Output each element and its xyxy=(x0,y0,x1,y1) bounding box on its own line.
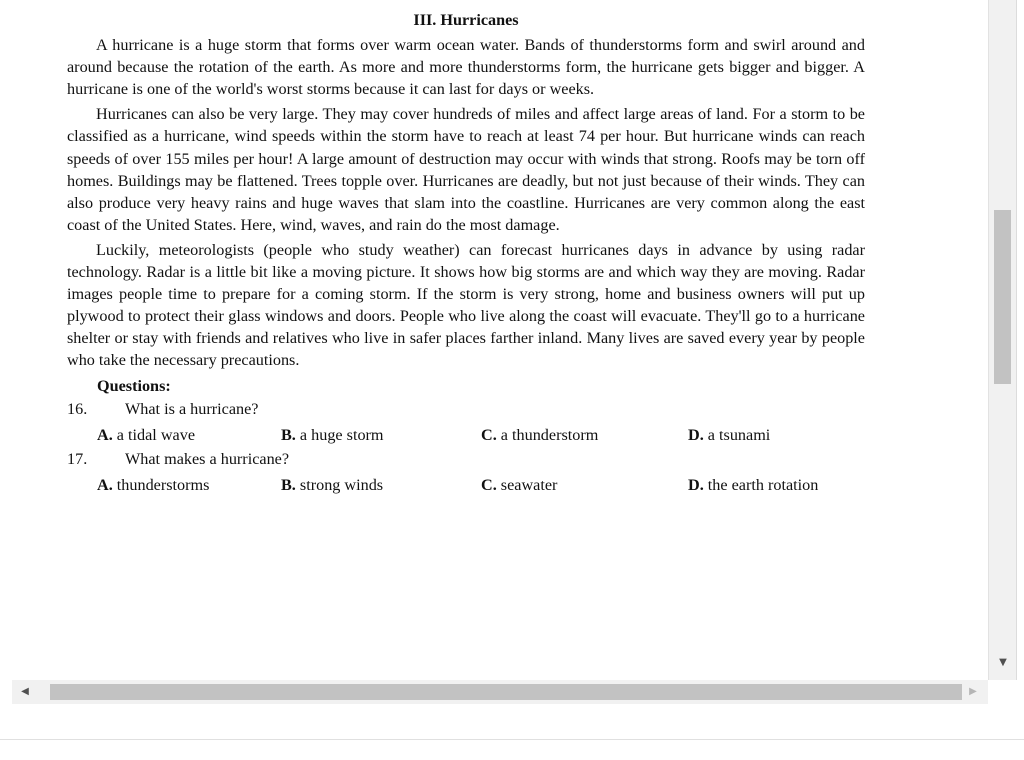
option-a: A. thunderstorms xyxy=(97,475,210,494)
option-b: B. a huge storm xyxy=(281,425,384,444)
paragraph-3: Luckily, meteorologists (people who study weather) can forecast hurricanes days in advance by using radar technology. Radar is a little bit like a moving picture. It shows how big storms are and which way they are moving. Radar images people time to prepare for a coming storm. If the storm is very strong, home and business owners will put up plywood to protect their glass windows and doors. People who live along the coast will evacuate. They'll go to a hurricane shelter or stay with friends and relatives who live in safer places farther inland. Many lives are saved every year by people who take the necessary precautions. xyxy=(67,240,865,370)
document-page xyxy=(67,9,865,497)
option-c: C. a thunderstorm xyxy=(481,425,599,444)
paragraph-2: Hurricanes can also be very large. They may cover hundreds of miles and affect large areas of land. For a storm to be classified as a hurricane, wind speeds within the storm have to reach at least 74 per hour. But hurricane winds can reach speeds of over 155 miles per hour! A large amount of destruction may occur with winds that strong. Roofs may be torn off homes. Buildings may be flattened. Trees topple over. Hurricanes are deadly, but not just because of their winds. They can also produce very heavy rains and huge waves that slam into the coastline. Hurricanes are very common along the east coast of the United States. Here, wind, waves, and rain do the most damage. xyxy=(67,105,865,234)
questions-heading: Questions: xyxy=(97,376,171,395)
divider xyxy=(1016,0,1017,680)
option-c: C. seawater xyxy=(481,475,558,494)
question-17 xyxy=(67,447,865,472)
question-16-options xyxy=(67,422,865,447)
option-a: A. a tidal wave xyxy=(97,425,195,444)
horizontal-scroll-thumb[interactable] xyxy=(50,684,962,700)
document-title: III. Hurricanes xyxy=(413,11,519,29)
vertical-scroll-thumb[interactable] xyxy=(994,210,1011,384)
arrow-left-icon[interactable]: ◀ xyxy=(21,686,29,697)
vertical-scrollbar[interactable] xyxy=(988,0,1017,680)
question-text: What is a hurricane? xyxy=(125,400,259,419)
arrow-down-icon[interactable]: ▼ xyxy=(999,657,1007,668)
divider xyxy=(0,739,1024,740)
option-d: D. the earth rotation xyxy=(688,475,819,494)
question-number: 16. xyxy=(67,400,88,419)
question-17-options xyxy=(67,472,865,497)
paragraph-1: A hurricane is a huge storm that forms over warm ocean water. Bands of thunderstorms form and swirl around and around because the rotation of the earth. As more and more thunderstorms form, the hurricane gets bigger and bigger. A hurricane is one of the world's worst storms because it can last for days or weeks. xyxy=(67,36,865,99)
arrow-right-icon[interactable]: ▶ xyxy=(969,686,977,697)
option-d: D. a tsunami xyxy=(688,425,771,444)
option-b: B. strong winds xyxy=(281,475,384,494)
question-text: What makes a hurricane? xyxy=(125,450,290,469)
question-number: 17. xyxy=(67,450,88,469)
question-16 xyxy=(67,397,865,422)
horizontal-scrollbar[interactable] xyxy=(12,680,988,704)
